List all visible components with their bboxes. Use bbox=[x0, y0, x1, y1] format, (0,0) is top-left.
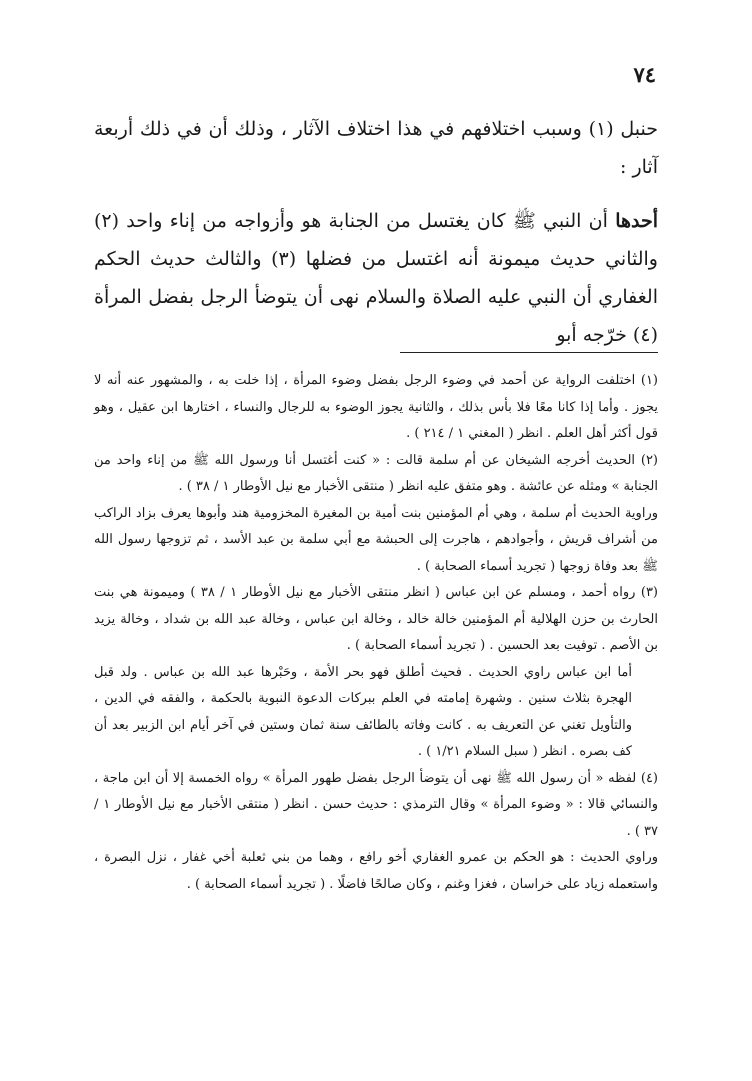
footnote-3-continuation: أما ابن عباس راوي الحديث . فحيث أطلق فهو بحر الأمة ، وحَبْرها عبد الله بن عباس . ولد قبل الهجرة بثلاث سنين . وشهرة إمامته في العلم ببركات الدعوة النبوية بالحكمة ، والفقه في الدين ، والتأويل تغني عن التعريف به . كانت وفاته بالطائف سنة ثمان وستين في آخر أيام ابن الزبير بعد أن كف بصره . انظر ( سبل السلام ١/٢١ ) . bbox=[94, 664, 632, 759]
main-text bbox=[94, 110, 658, 354]
footnote-2-continuation: وراوية الحديث أم سلمة ، وهي أم المؤمنين بنت أمية بن المغيرة المخزومية هند وأبوها يعرف بزاد الراكب من أشراف قريش ، وأجوادهم ، هاجرت إلى الحبشة مع أبي سلمة بن عبد الأسد ، ثم تزوجها رسول الله ﷺ بعد وفاة زوجها ( تجريد أسماء الصحابة ) . bbox=[94, 505, 658, 574]
footnote-4-continuation: وراوي الحديث : هو الحكم بن عمرو الغفاري أخو رافع ، وهما من بني ثعلبة أخي غفار ، نزل البصرة ، واستعمله زياد على خراسان ، فغزا وغنم ، وكان صالحًا فاضلًا . ( تجريد أسماء الصحابة ) . bbox=[94, 850, 658, 892]
footnote-1: (١) اختلفت الرواية عن أحمد في وضوء الرجل بفضل وضوء المرأة ، إذا خلت به ، والمشهور عنه أنه لا يجوز . وأما إذا كانا معًا فلا بأس بذلك ، والثانية يجوز الوضوء به للرجال والنساء ، اختارها ابن عقيل ، وهو قول أكثر أهل العلم . انظر ( المغني ١ / ٢١٤ ) . bbox=[94, 373, 658, 441]
footnotes bbox=[94, 368, 658, 898]
footnote-3: (٣) رواه أحمد ، ومسلم عن ابن عباس ( انظر منتقى الأخبار مع نيل الأوطار ١ / ٣٨ ) وميمونة هي بنت الحارث بن حزن الهلالية أم المؤمنين خالة خالد ، وخالة ابن عباس ، وخالة عبد الله بن شداد ، وخالة يزيد بن الأصم . توفيت بعد الحسين . ( تجريد أسماء الصحابة ) . bbox=[94, 585, 658, 653]
footnote-separator bbox=[400, 352, 658, 353]
footnote-2: (٢) الحديث أخرجه الشيخان عن أم سلمة قالت : « كنت أغتسل أنا ورسول الله ﷺ من إناء واحد من الجنابة » ومثله عن عائشة . وهو متفق عليه انظر ( منتقى الأخبار مع نيل الأوطار ١ / ٣٨ ) . bbox=[94, 452, 658, 494]
paragraph-text: أن النبي ﷺ كان يغتسل من الجنابة هو وأزواجه من إناء واحد (٢) والثاني حديث ميمونة أنه اغتسل من فضلها (٣) والثالث حديث الحكم الغفاري أن النبي عليه الصلاة والسلام نهى أن يتوضأ الرجل بفضل المرأة (٤) خرّجه أبو bbox=[94, 210, 658, 346]
footnote-4: (٤) لفظه « أن رسول الله ﷺ نهى أن يتوضأ الرجل بفضل طهور المرأة » رواه الخمسة إلا أن ابن ماجة ، والنسائي قالا : « وضوء المرأة » وقال الترمذي : حديث حسن . انظر ( منتقى الأخبار مع نيل الأوطار ١ / ٣٧ ) . bbox=[94, 770, 658, 839]
paragraph-lead-word: أحدها bbox=[615, 210, 658, 232]
main-paragraph-1 bbox=[94, 110, 658, 186]
main-paragraph-2 bbox=[94, 202, 658, 354]
page-number: ٧٤ bbox=[633, 62, 656, 87]
paragraph-text: حنبل (١) وسبب اختلافهم في هذا اختلاف الآثار ، وذلك أن في ذلك أربعة آثار : bbox=[94, 118, 658, 178]
